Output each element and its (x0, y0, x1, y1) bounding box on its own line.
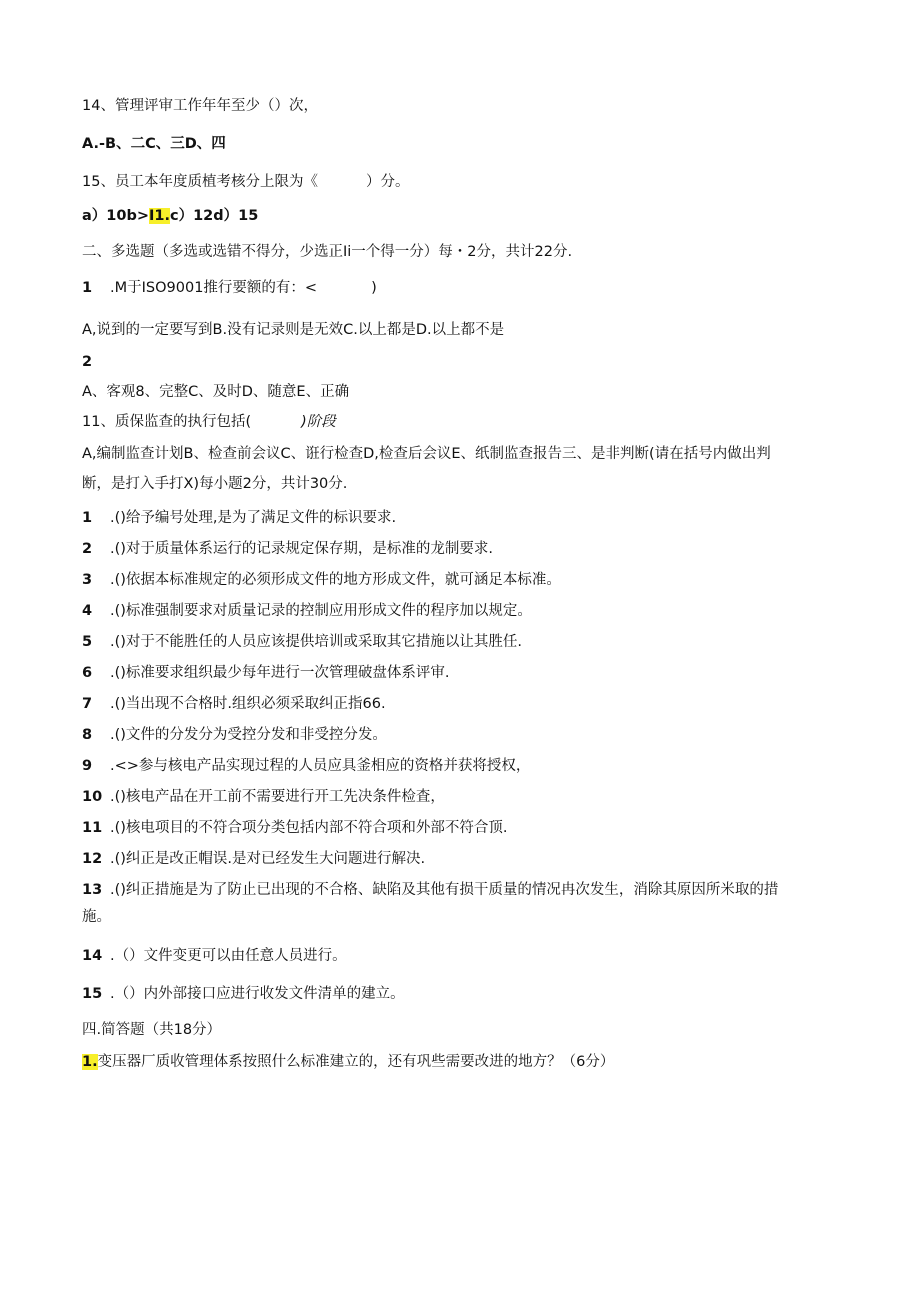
tf-item-number: 10 (82, 789, 103, 805)
tf-item (82, 601, 532, 621)
tf13-continuation-text: 施。 (82, 909, 111, 925)
s1-line (82, 1052, 614, 1072)
tf14-text: .（）文件变更可以由任意人员进行。 (110, 948, 347, 964)
tf-item (82, 787, 445, 807)
tf-item-number: 7 (82, 696, 93, 712)
section2-title-text: 二、多选题（多选或选错不得分，少选正Ii一个得一分）每・2分，共计22分. (82, 244, 573, 260)
tf-item-number: 9 (82, 758, 93, 774)
tf-item (82, 849, 425, 869)
tf-item-text: .()文件的分发分为受控分发和非受控分发。 (110, 727, 387, 743)
q15-text-b: ）分。 (365, 174, 410, 190)
tf-item-text: .()纠正是改正帽误.是对已经发生大问题进行解决. (110, 851, 426, 867)
m1-options (82, 320, 504, 340)
section4-title (82, 1020, 221, 1040)
q15-text-a: 15、员工本年度质植考核分上限为《 (82, 174, 318, 190)
tf-item-text: .()标准强制要求对质量记录的控制应用形成文件的程序加以规定。 (110, 603, 532, 619)
m1-line (82, 278, 377, 298)
s1-number-highlight: 1. (82, 1054, 98, 1070)
m11-text-b: )阶段 (301, 414, 336, 430)
m11-options (82, 444, 771, 464)
tf-item-text: .<>参与核电产品实现过程的人员应具釜相应的资格并获将授权， (110, 758, 531, 774)
m11-text-a: 11、质保监查的执行包括( (82, 414, 252, 430)
tf-item (82, 663, 450, 683)
tf-item (82, 508, 396, 528)
tf-item-number: 12 (82, 851, 103, 867)
tf-item-text: .()给予编号处理,是为了满足文件的标识要求. (110, 510, 397, 526)
tf-item (82, 570, 561, 590)
m1-options-text: A,说到的一定要写到B.没有记录则是无效C.以上都是D.以上都不是 (82, 322, 505, 338)
tf-item (82, 818, 508, 838)
tf-item-number: 11 (82, 820, 103, 836)
tf-item-number: 2 (82, 541, 93, 557)
m11-line (82, 412, 336, 432)
q14-text: 14、管理评审工作年年至少（）次， (82, 98, 318, 114)
q15-line (82, 172, 409, 192)
tf-item-number: 8 (82, 727, 93, 743)
tf-item-text: .()当出现不合格时.组织必须采取纠正指66. (110, 696, 386, 712)
tf13-continuation (82, 907, 111, 927)
q15-options-a: a）10b> (82, 208, 149, 224)
section3-continuation-text: 断，是打入手打X)每小题2分，共计30分. (82, 476, 348, 492)
tf15-line (82, 984, 405, 1004)
section2-title (82, 242, 572, 262)
tf-item (82, 725, 387, 745)
tf-item-text: .()核电项目的不符合项分类包括内部不符合项和外部不符合顶. (110, 820, 508, 836)
tf-item-text: .()核电产品在开工前不需要进行开工先决条件检査， (110, 789, 445, 805)
q14-options (82, 134, 226, 154)
m2-options (82, 382, 349, 402)
tf-item-number: 3 (82, 572, 93, 588)
tf-item-text: .()对于不能胜任的人员应该提供培训或采取其它措施以让其胜任. (110, 634, 523, 650)
q15-options-b: c）12d）15 (170, 208, 259, 224)
tf-item (82, 694, 386, 714)
tf-item-text: .()标准要求组织最少每年进行一次管理破盘体系评审. (110, 665, 450, 681)
tf-item-number: 1 (82, 510, 93, 526)
tf-item-number: 6 (82, 665, 93, 681)
section3-continuation (82, 474, 347, 494)
tf-item-text: .()对于质量体系运行的记录规定保存期，是标准的龙制要求. (110, 541, 494, 557)
tf-item-text: .()纠正措施是为了防止已出现的不合格、缺陷及其他有损干质量的情况冉次发生，消除其原因所米取的措 (110, 882, 779, 898)
tf15-text: .（）内外部接口应进行收发文件清单的建立。 (110, 986, 405, 1002)
tf-item-text: .()依据本标准规定的必须形成文件的地方形成文件，就可涵足本标准。 (110, 572, 561, 588)
m2-line (82, 352, 92, 372)
q14-options-text: A.-B、二C、三D、四 (82, 136, 226, 152)
section4-title-text: 四.简答题（共18分） (82, 1022, 222, 1038)
m11-options-text: A,编制监查计划B、检查前会议C、诳行检查D,检查后会议E、纸制监查报告三、是非判断(请在括号内做出判 (82, 446, 771, 462)
m1-text-a: .M于ISO9001推行要额的有：< (110, 280, 318, 296)
tf14-line (82, 946, 347, 966)
q15-options-highlight: I1. (149, 208, 170, 224)
tf-item (82, 880, 778, 900)
m2-options-text: A、客观8、完整C、及时D、随意E、正确 (82, 384, 350, 400)
tf-item (82, 632, 522, 652)
tf-item-number: 4 (82, 603, 93, 619)
q14-line (82, 96, 318, 116)
s1-text: 变压器厂质收管理体系按照什么标准建立的，还有巩些需要改进的地方？（6分） (97, 1054, 615, 1070)
q15-options (82, 206, 258, 226)
tf-item (82, 756, 530, 776)
tf15-number: 15 (82, 986, 103, 1002)
tf14-number: 14 (82, 948, 103, 964)
tf-item-number: 5 (82, 634, 93, 650)
m1-text-b: ) (371, 280, 377, 296)
tf-item (82, 539, 493, 559)
m2-number: 2 (82, 354, 93, 370)
tf-item-number: 13 (82, 882, 103, 898)
m1-number: 1 (82, 280, 93, 296)
